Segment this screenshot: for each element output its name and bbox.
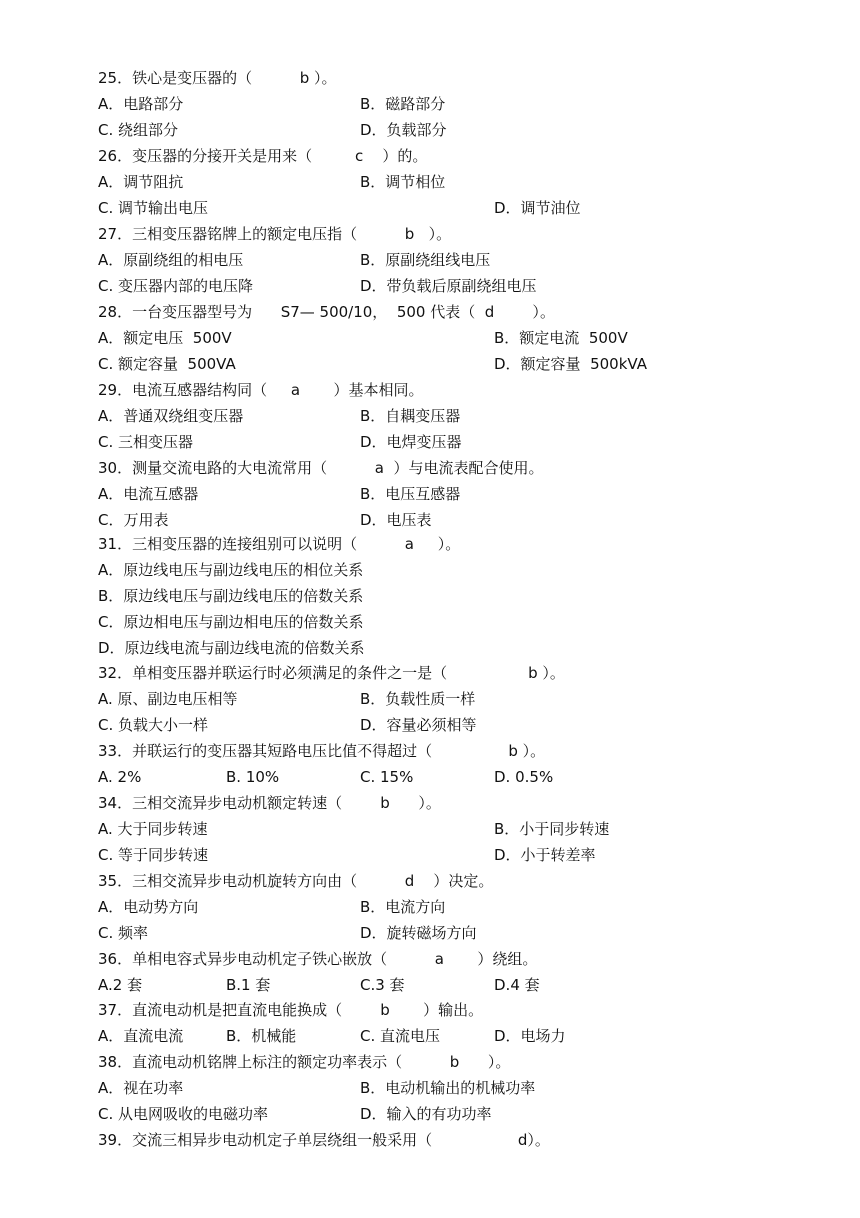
option-text: A.2 套 <box>98 976 143 994</box>
text-line <box>0 144 860 168</box>
option-text: C. 三相变压器 <box>98 433 194 451</box>
option-text: D．电场力 <box>494 1027 566 1045</box>
text-line <box>0 713 860 737</box>
option-text: C. 等于同步转速 <box>98 846 209 864</box>
text-line <box>0 1102 860 1126</box>
text-line <box>0 532 860 556</box>
option-text: B．电流方向 <box>360 898 446 916</box>
question-line: 27．三相变压器铭牌上的额定电压指（ b ）。 <box>98 225 452 243</box>
option-text: D．旋转磁场方向 <box>360 924 477 942</box>
question-line: C．原边相电压与副边相电压的倍数关系 <box>98 613 364 631</box>
text-line <box>0 791 860 815</box>
question-line: 26．变压器的分接开关是用来（ c ）的。 <box>98 147 428 165</box>
text-line <box>0 973 860 997</box>
option-text: C. 直流电压 <box>360 1027 441 1045</box>
option-text: B.1 套 <box>226 976 271 994</box>
option-text: C．万用表 <box>98 511 169 529</box>
text-line <box>0 765 860 789</box>
option-text: A. 原、副边电压相等 <box>98 690 238 708</box>
option-text: A．额定电压 500V <box>98 329 232 347</box>
option-text: B．小于同步转速 <box>494 820 610 838</box>
text-line <box>0 274 860 298</box>
text-line <box>0 66 860 90</box>
option-text: D．容量必须相等 <box>360 716 477 734</box>
text-line <box>0 378 860 402</box>
text-line <box>0 300 860 324</box>
question-line: 29．电流互感器结构同（ a ）基本相同。 <box>98 381 424 399</box>
text-line <box>0 170 860 194</box>
option-text: D．电压表 <box>360 511 432 529</box>
text-line <box>0 430 860 454</box>
text-line <box>0 92 860 116</box>
question-line: B．原边线电压与副边线电压的倍数关系 <box>98 587 364 605</box>
text-line <box>0 921 860 945</box>
option-text: D. 0.5% <box>494 768 554 786</box>
text-line <box>0 687 860 711</box>
text-line <box>0 118 860 142</box>
question-line: 25．铁心是变压器的（ b ）。 <box>98 69 337 87</box>
text-line <box>0 352 860 376</box>
option-text: B．机械能 <box>226 1027 297 1045</box>
question-line: 32．单相变压器并联运行时必须满足的条件之一是（ b ）。 <box>98 664 565 682</box>
option-text: D．输入的有功功率 <box>360 1105 492 1123</box>
option-text: C. 从电网吸收的电磁功率 <box>98 1105 269 1123</box>
text-line <box>0 636 860 660</box>
option-text: A. 2% <box>98 768 142 786</box>
text-line <box>0 248 860 272</box>
option-text: C.3 套 <box>360 976 405 994</box>
text-line <box>0 222 860 246</box>
question-line: A．原边线电压与副边线电压的相位关系 <box>98 561 364 579</box>
question-line: 33．并联运行的变压器其短路电压比值不得超过（ b ）。 <box>98 742 546 760</box>
option-text: D.4 套 <box>494 976 540 994</box>
question-line: 38．直流电动机铭牌上标注的额定功率表示（ b ）。 <box>98 1053 511 1071</box>
text-line <box>0 998 860 1022</box>
option-text: B．磁路部分 <box>360 95 446 113</box>
option-text: D．负载部分 <box>360 121 447 139</box>
option-text: A．电动势方向 <box>98 898 199 916</box>
text-line <box>0 1128 860 1152</box>
option-text: B. 10% <box>226 768 280 786</box>
option-text: C. 额定容量 500VA <box>98 355 236 373</box>
question-line: 35．三相交流异步电动机旋转方向由（ d ）决定。 <box>98 872 494 890</box>
option-text: A．视在功率 <box>98 1079 184 1097</box>
option-text: A．直流电流 <box>98 1027 184 1045</box>
text-line <box>0 508 860 532</box>
option-text: A．电流互感器 <box>98 485 199 503</box>
text-line <box>0 1024 860 1048</box>
option-text: D．小于转差率 <box>494 846 596 864</box>
text-line <box>0 326 860 350</box>
text-line <box>0 739 860 763</box>
option-text: A．原副绕组的相电压 <box>98 251 244 269</box>
text-line <box>0 558 860 582</box>
option-text: B．电动机输出的机械功率 <box>360 1079 536 1097</box>
option-text: D．电焊变压器 <box>360 433 462 451</box>
option-text: C. 15% <box>360 768 414 786</box>
option-text: D．带负载后原副绕组电压 <box>360 277 537 295</box>
option-text: D．额定容量 500kVA <box>494 355 647 373</box>
option-text: B．自耦变压器 <box>360 407 461 425</box>
text-line <box>0 404 860 428</box>
option-text: B．调节相位 <box>360 173 446 191</box>
option-text: C. 绕组部分 <box>98 121 179 139</box>
text-line <box>0 947 860 971</box>
option-text: C. 调节输出电压 <box>98 199 209 217</box>
text-line <box>0 482 860 506</box>
option-text: D．调节油位 <box>494 199 581 217</box>
option-text: C. 负载大小一样 <box>98 716 209 734</box>
question-line: 31．三相变压器的连接组别可以说明（ a ）。 <box>98 535 461 553</box>
text-line <box>0 1076 860 1100</box>
question-line: 28．一台变压器型号为 S7— 500/10， 500 代表（ d ）。 <box>98 303 555 321</box>
option-text: A. 大于同步转速 <box>98 820 208 838</box>
text-line <box>0 610 860 634</box>
text-line <box>0 1050 860 1074</box>
text-line <box>0 196 860 220</box>
option-text: B．负载性质一样 <box>360 690 476 708</box>
text-line <box>0 456 860 480</box>
option-text: A．电路部分 <box>98 95 184 113</box>
option-text: C. 变压器内部的电压降 <box>98 277 254 295</box>
text-line <box>0 584 860 608</box>
question-line: 30．测量交流电路的大电流常用（ a ）与电流表配合使用。 <box>98 459 544 477</box>
option-text: C. 频率 <box>98 924 149 942</box>
text-line <box>0 817 860 841</box>
option-text: A．普通双绕组变压器 <box>98 407 244 425</box>
question-line: 36．单相电容式异步电动机定子铁心嵌放（ a ）绕组。 <box>98 950 538 968</box>
question-line: 34．三相交流异步电动机额定转速（ b ）。 <box>98 794 441 812</box>
text-line <box>0 869 860 893</box>
option-text: A．调节阻抗 <box>98 173 184 191</box>
option-text: B．原副绕组线电压 <box>360 251 491 269</box>
text-line <box>0 895 860 919</box>
option-text: B．电压互感器 <box>360 485 461 503</box>
option-text: B．额定电流 500V <box>494 329 628 347</box>
question-line: D．原边线电流与副边线电流的倍数关系 <box>98 639 365 657</box>
text-line <box>0 661 860 685</box>
text-line <box>0 843 860 867</box>
question-line: 39．交流三相异步电动机定子单层绕组一般采用（ d）。 <box>98 1131 550 1149</box>
question-line: 37．直流电动机是把直流电能换成（ b ）输出。 <box>98 1001 484 1019</box>
